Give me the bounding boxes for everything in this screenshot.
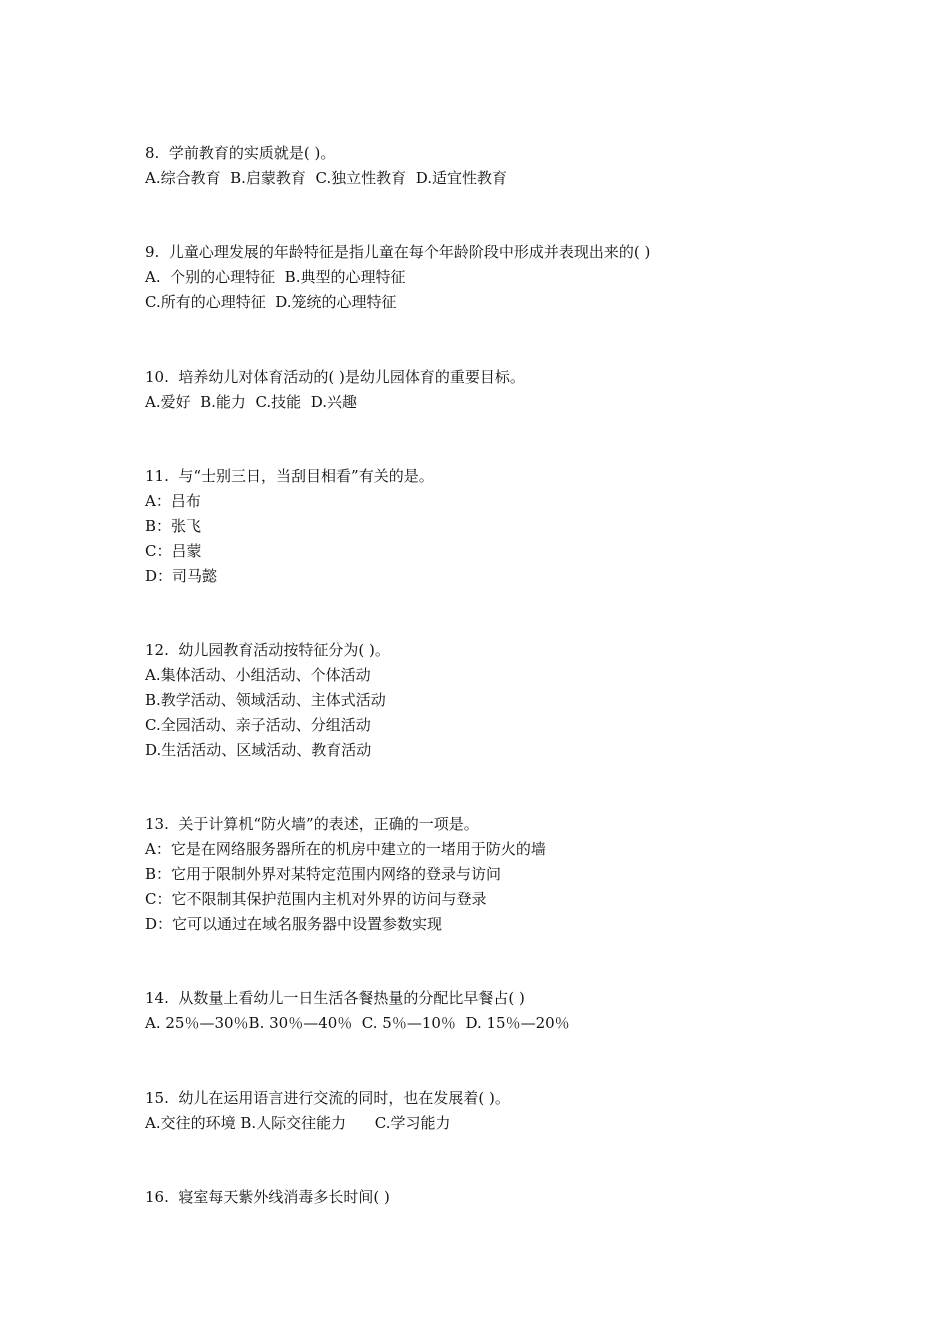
question-stem: 8. 学前教育的实质就是( )。 [145, 144, 336, 162]
question-stem: 15. 幼儿在运用语言进行交流的同时，也在发展着( )。 [145, 1089, 510, 1107]
question-9 [145, 240, 845, 315]
question-stem: 13. 关于计算机“防火墙”的表述，正确的一项是。 [145, 815, 479, 833]
question-stem: 11. 与“士别三日，当刮目相看”有关的是。 [145, 467, 434, 485]
question-14 [145, 986, 845, 1036]
question-options: A. 个别的心理特征 B.典型的心理特征 [145, 268, 406, 286]
question-option: B：它用于限制外界对某特定范围内网络的登录与访问 [145, 865, 502, 883]
question-option: B：张飞 [145, 517, 202, 535]
question-8 [145, 141, 845, 191]
question-stem: 14. 从数量上看幼儿一日生活各餐热量的分配比早餐占( ) [145, 989, 525, 1007]
question-option: D：它可以通过在域名服务器中设置参数实现 [145, 915, 443, 933]
question-options: A.爱好 B.能力 C.技能 D.兴趣 [145, 393, 357, 411]
question-stem: 10. 培养幼儿对体育活动的( )是幼儿园体育的重要目标。 [145, 368, 525, 386]
question-option: C：吕蒙 [145, 542, 202, 560]
question-option: B.教学活动、领域活动、主体式活动 [145, 691, 386, 709]
question-option: A：吕布 [145, 492, 201, 510]
question-options: A.综合教育 B.启蒙教育 C.独立性教育 D.适宜性教育 [145, 169, 507, 187]
question-option: A.集体活动、小组活动、个体活动 [145, 666, 371, 684]
question-15 [145, 1086, 845, 1136]
question-option: C.全园活动、亲子活动、分组活动 [145, 716, 371, 734]
question-stem: 9. 儿童心理发展的年龄特征是指儿童在每个年龄阶段中形成并表现出来的( ) [145, 243, 651, 261]
question-10 [145, 365, 845, 415]
question-options: A. 25％—30％B. 30％—40％ C. 5％—10％ D. 15％—20％ [145, 1014, 570, 1032]
question-stem: 16. 寝室每天紫外线消毒多长时间( ) [145, 1188, 390, 1206]
question-option: D.生活活动、区域活动、教育活动 [145, 741, 372, 759]
question-options: A.交往的环境 B.人际交往能力 C.学习能力 [145, 1114, 451, 1132]
question-12 [145, 638, 845, 763]
question-option: A：它是在网络服务器所在的机房中建立的一堵用于防火的墙 [145, 840, 546, 858]
question-13 [145, 812, 845, 937]
question-option: C：它不限制其保护范围内主机对外界的访问与登录 [145, 890, 487, 908]
question-stem: 12. 幼儿园教育活动按特征分为( )。 [145, 641, 390, 659]
question-options: C.所有的心理特征 D.笼统的心理特征 [145, 293, 397, 311]
question-11 [145, 464, 845, 589]
question-option: D：司马懿 [145, 567, 218, 585]
question-16 [145, 1185, 845, 1210]
